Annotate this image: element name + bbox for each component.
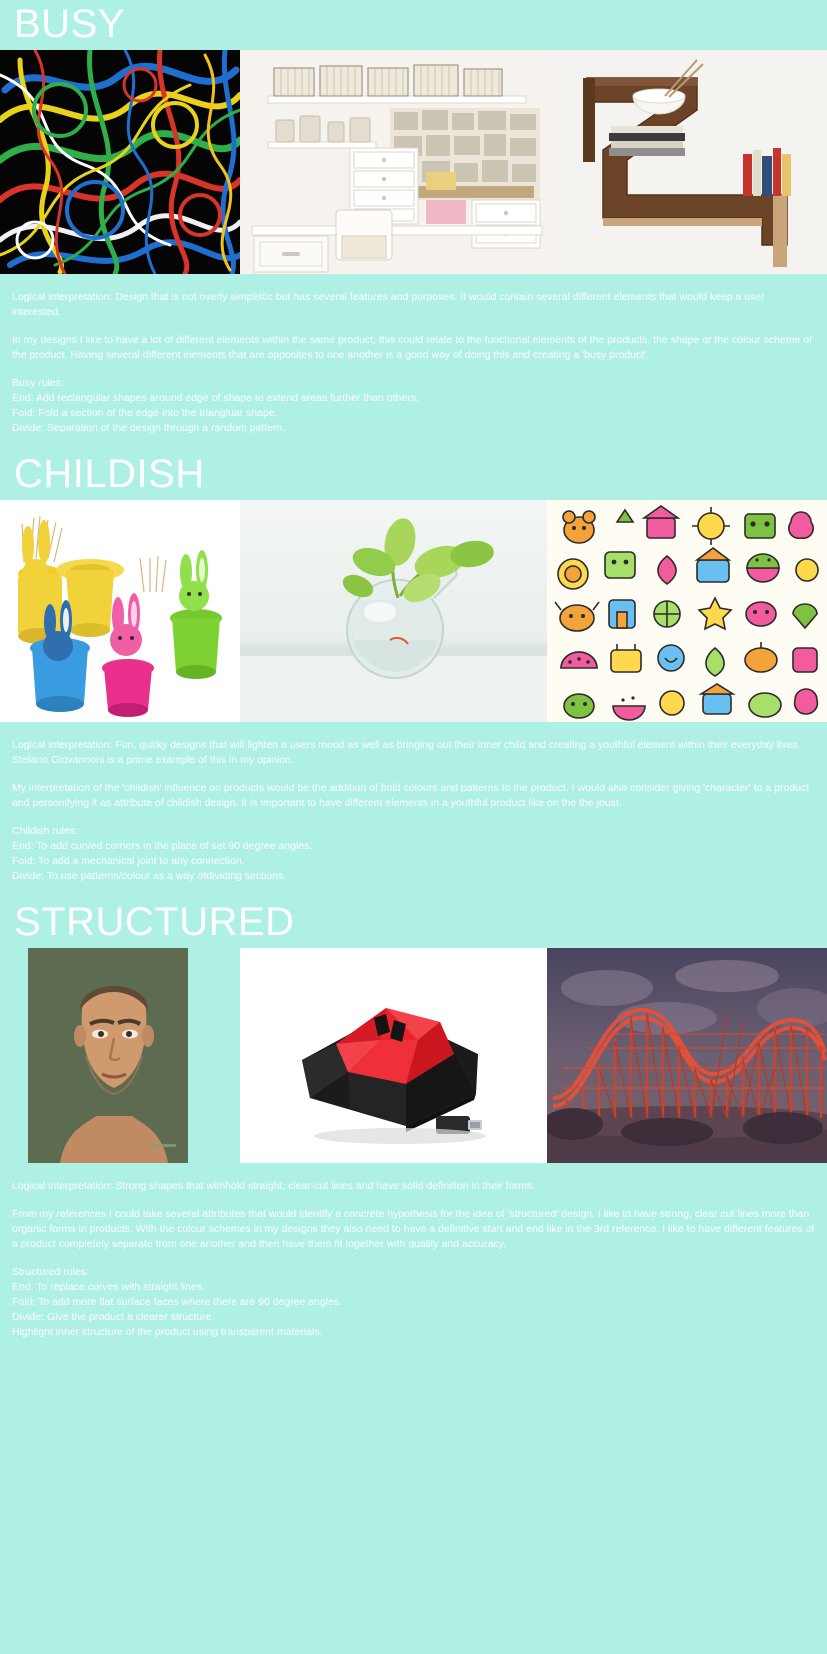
section-title-structured: STRUCTURED xyxy=(14,900,295,944)
image-row-busy xyxy=(0,50,827,274)
structured-rule-end: End: To replace curves with straight lines. xyxy=(12,1281,205,1293)
text-block-structured xyxy=(0,1169,827,1350)
image-male-portrait-painting xyxy=(0,948,240,1163)
childish-rule-divide: Divide: To use patterns/colour as a way ofdividing sections. xyxy=(12,870,287,882)
kids-doodle-svg xyxy=(547,500,827,722)
busy-rules-heading: Busy rules: xyxy=(12,377,64,389)
childish-rule-end: End: To add curved corners in the place of set 90 degree angles. xyxy=(12,840,313,852)
image-row-childish xyxy=(0,500,827,722)
structured-paragraph-1: Logical interpretation: Strong shapes that withhold straight, clear-cut lines and have solid definition in their forms. xyxy=(12,1180,535,1192)
childish-rule-fold: Fold: To add a mechanical joint to any connection. xyxy=(12,855,245,867)
busy-rule-divide: Divide: Separation of the design through a random pattern. xyxy=(12,422,286,434)
busy-paragraph-1: Logical interpretation: Design that is not overly simplistic but has several features and purposes. It would contain several different elements that would keep a user interested. xyxy=(12,291,765,318)
busy-rule-end: End: Add rectangular shapes around edge of shape to extend areas further than others. xyxy=(12,392,419,404)
zigzag-shelf-svg xyxy=(547,50,827,274)
image-craft-room-storage-photo xyxy=(240,50,547,274)
structured-rule-fold: Fold: To add more flat surface faces where there are 90 degree angles. xyxy=(12,1296,343,1308)
childish-paragraph-1: Logical interpretation: Fun, quirky designs that will lighten a users mood as well as bringing out their inner child and creating a youthful element within their everyday lives. Stefano Giovannoni is a prime example of this in my opinion. xyxy=(12,739,801,766)
image-glass-vase-plant-photo xyxy=(240,500,547,722)
childish-rules xyxy=(12,824,815,884)
rollercoaster-svg xyxy=(547,948,827,1163)
craft-room-svg xyxy=(240,50,547,274)
glass-vase-svg xyxy=(240,500,547,722)
text-block-childish xyxy=(0,728,827,894)
section-title-childish: CHILDISH xyxy=(14,452,205,496)
section-structured xyxy=(0,894,827,1350)
abstract-tangled-paint-svg xyxy=(0,50,240,274)
image-row-structured xyxy=(0,948,827,1163)
section-busy xyxy=(0,0,827,446)
section-title-busy: BUSY xyxy=(14,2,125,46)
structured-rule-divide: Divide: Give the product a clearer structure. xyxy=(12,1311,215,1323)
childish-rules-heading: Childish rules: xyxy=(12,825,78,837)
image-rollercoaster-painting xyxy=(547,948,827,1163)
busy-paragraph-2: In my designs I like to have a lot of different elements within the same product; this could relate to the functional elements of the products, the shape or the colour scheme of the product. Having several different elements that are opposites to one another is a good way of doing this and creating a 'busy product'. xyxy=(12,334,813,361)
busy-rule-fold: Fold: Fold a section of the edge into the triangluar shape. xyxy=(12,407,278,419)
image-faceted-red-mouse-photo xyxy=(240,948,547,1163)
image-bunny-toothpick-holders-photo xyxy=(0,500,240,722)
image-abstract-tangled-paint-artwork xyxy=(0,50,240,274)
structured-paragraph-2: From my references I could take several attributes that would identify a concrete hypothesis for the idea of 'structured' design. I like to have strong, clear cut lines more than organic forms in products. With the colour schemes in my designs they also need to have a definitive start and end like in the 3rd reference. I like to have different features of a product completely separate from one another and then have them fit together with quality and accuracy. xyxy=(12,1208,815,1250)
structured-rules-heading: Structured rules: xyxy=(12,1266,90,1278)
busy-rules xyxy=(12,376,815,436)
image-childrens-doodle-pattern xyxy=(547,500,827,722)
section-childish xyxy=(0,446,827,894)
image-zigzag-wooden-shelf-photo xyxy=(547,50,827,274)
structured-rule-highlight: Highlight inner structure of the product using transparent materials. xyxy=(12,1326,323,1338)
bunny-holders-svg xyxy=(0,500,240,722)
faceted-mouse-svg xyxy=(240,948,547,1163)
portrait-svg xyxy=(0,948,240,1163)
childish-paragraph-2: My interpretation of the 'childish' influence on products would be the addition of bold colours and patterns to the product. I would also consider giving 'character' to a product and personifying it as attribute of childish design. It is important to have different elements in a youthful product like on the the joust. xyxy=(12,782,810,809)
text-block-busy xyxy=(0,280,827,446)
structured-rules xyxy=(12,1265,815,1340)
